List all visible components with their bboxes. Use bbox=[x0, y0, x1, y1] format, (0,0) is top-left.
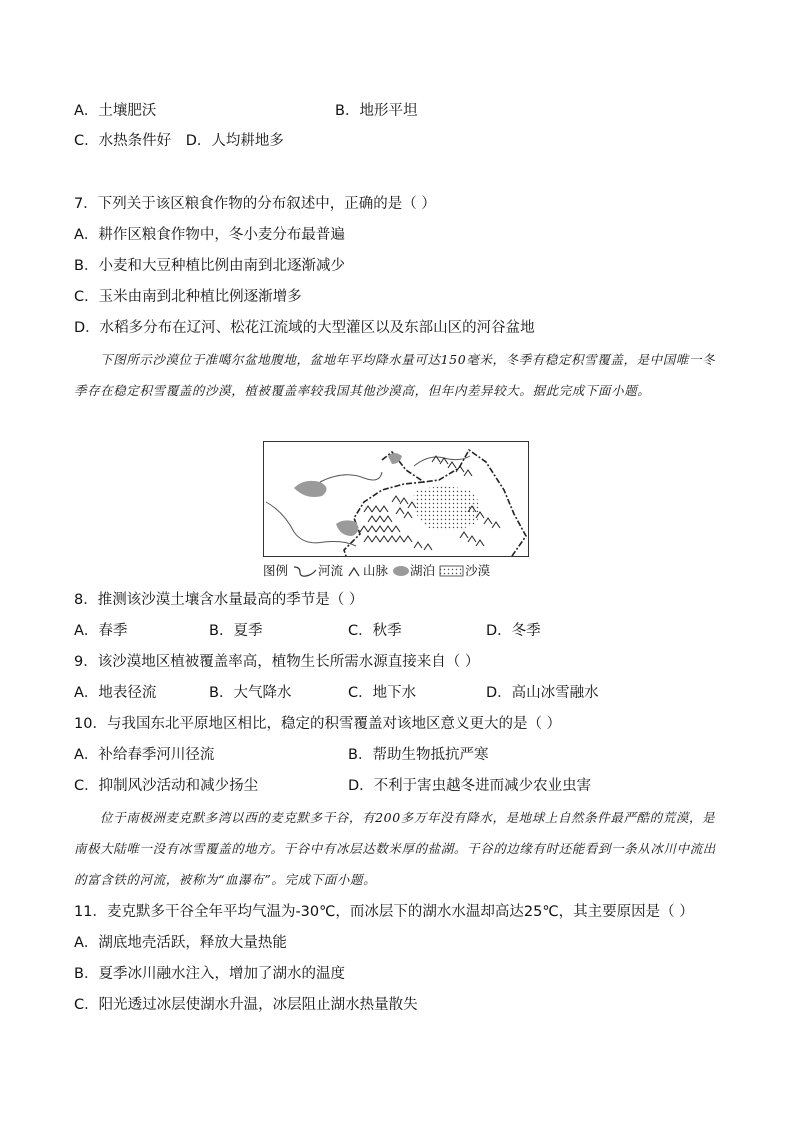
q7-option-d: D．水稻多分布在辽河、松花江流域的大型灌区以及东部山区的河谷盆地 bbox=[74, 320, 535, 336]
q11-option-b: B．夏季冰川融水注入，增加了湖水的温度 bbox=[74, 966, 345, 982]
q6-option-d: D．人均耕地多 bbox=[185, 133, 284, 149]
q8-stem: 8．推测该沙漠土壤含水量最高的季节是（ ） bbox=[74, 592, 364, 608]
q10-option-c: C．抑制风沙活动和减少扬尘 bbox=[74, 778, 259, 794]
river-2 bbox=[320, 472, 382, 482]
desert-area bbox=[414, 486, 480, 530]
q7-option-a: A．耕作区粮食作物中，冬小麦分布最普遍 bbox=[74, 227, 345, 243]
legend-river: 河流 bbox=[318, 563, 344, 578]
q10-option-d: D．不利于害虫越冬进而减少农业虫害 bbox=[348, 778, 592, 794]
q8-option-d: D．冬季 bbox=[486, 623, 541, 639]
legend-desert: 沙漠 bbox=[465, 563, 491, 578]
river-legend-icon bbox=[292, 564, 318, 578]
passage-desert: 下图所示沙漠位于准噶尔盆地腹地，盆地年平均降水量可达150毫米，冬季有稳定积雪覆盖，是中国唯一冬季存在稳定积雪覆盖的沙漠，植被覆盖率较我国其他沙漠高，但年内差异较大。据此完成下面小题。 bbox=[74, 352, 716, 398]
map-legend bbox=[263, 562, 490, 580]
q8-option-c: C．秋季 bbox=[348, 623, 402, 639]
desert-legend-icon bbox=[439, 564, 465, 578]
q9-option-a: A．地表径流 bbox=[74, 685, 157, 701]
q6-option-c: C．水热条件好 bbox=[74, 133, 172, 149]
q11-option-c: C．阳光透过冰层使湖水升温，冰层阻止湖水热量散失 bbox=[74, 997, 418, 1013]
lake-1 bbox=[294, 481, 327, 497]
q10-option-a: A．补给春季河川径流 bbox=[74, 747, 215, 763]
q9-stem: 9．该沙漠地区植被覆盖率高，植物生长所需水源直接来自（ ） bbox=[74, 654, 480, 670]
q9-options bbox=[74, 683, 599, 703]
q6-option-a: A．土壤肥沃 bbox=[74, 103, 157, 119]
q9-option-c: C．地下水 bbox=[348, 685, 417, 701]
q10-stem: 10．与我国东北平原地区相比，稳定的积雪覆盖对该地区意义更大的是（ ） bbox=[74, 716, 562, 732]
q10-option-row-1 bbox=[74, 745, 489, 765]
legend-lake: 湖泊 bbox=[410, 563, 436, 578]
legend-title: 图例 bbox=[263, 563, 289, 578]
q7-option-b: B．小麦和大豆种植比例由南到北逐渐减少 bbox=[74, 258, 345, 274]
q10-option-b: B．帮助生物抵抗严寒 bbox=[348, 747, 489, 763]
q9-option-d: D．高山冰雪融水 bbox=[486, 685, 599, 701]
desert-map bbox=[263, 441, 529, 557]
desert-map-drawing bbox=[264, 442, 528, 556]
q8-option-a: A．春季 bbox=[74, 623, 128, 639]
q11-option-a: A．湖底地壳活跃，释放大量热能 bbox=[74, 935, 287, 951]
q8-option-b: B．夏季 bbox=[209, 623, 263, 639]
q6-option-row-1 bbox=[74, 101, 418, 121]
q10-option-row-2 bbox=[74, 776, 592, 796]
q7-option-c: C．玉米由南到北种植比例逐渐增多 bbox=[74, 289, 302, 305]
q7-stem: 7．下列关于该区粮食作物的分布叙述中，正确的是（ ） bbox=[74, 196, 436, 212]
q11-stem: 11．麦克默多干谷全年平均气温为-30℃，而冰层下的湖水水温却高达25℃，其主要原因是（ ） bbox=[74, 904, 694, 920]
legend-mountain: 山脉 bbox=[363, 563, 389, 578]
lake-legend-icon bbox=[392, 564, 410, 578]
q6-option-row-2 bbox=[74, 131, 284, 151]
q6-option-b: B．地形平坦 bbox=[335, 103, 418, 119]
lake-2 bbox=[336, 520, 358, 536]
mountain-legend-icon bbox=[347, 564, 363, 578]
q8-options bbox=[74, 621, 541, 641]
q9-option-b: B．大气降水 bbox=[209, 685, 292, 701]
passage-dry-valley: 位于南极洲麦克默多湾以西的麦克默多干谷，有200多万年没有降水，是地球上自然条件最严酷的荒漠，是南极大陆唯一没有冰雪覆盖的地方。干谷中有冰层达数米厚的盐湖。干谷的边缘有时还能看到一条从冰川中流出的富含铁的河流，被称为“血瀑布”。完成下面小题。 bbox=[74, 810, 716, 887]
